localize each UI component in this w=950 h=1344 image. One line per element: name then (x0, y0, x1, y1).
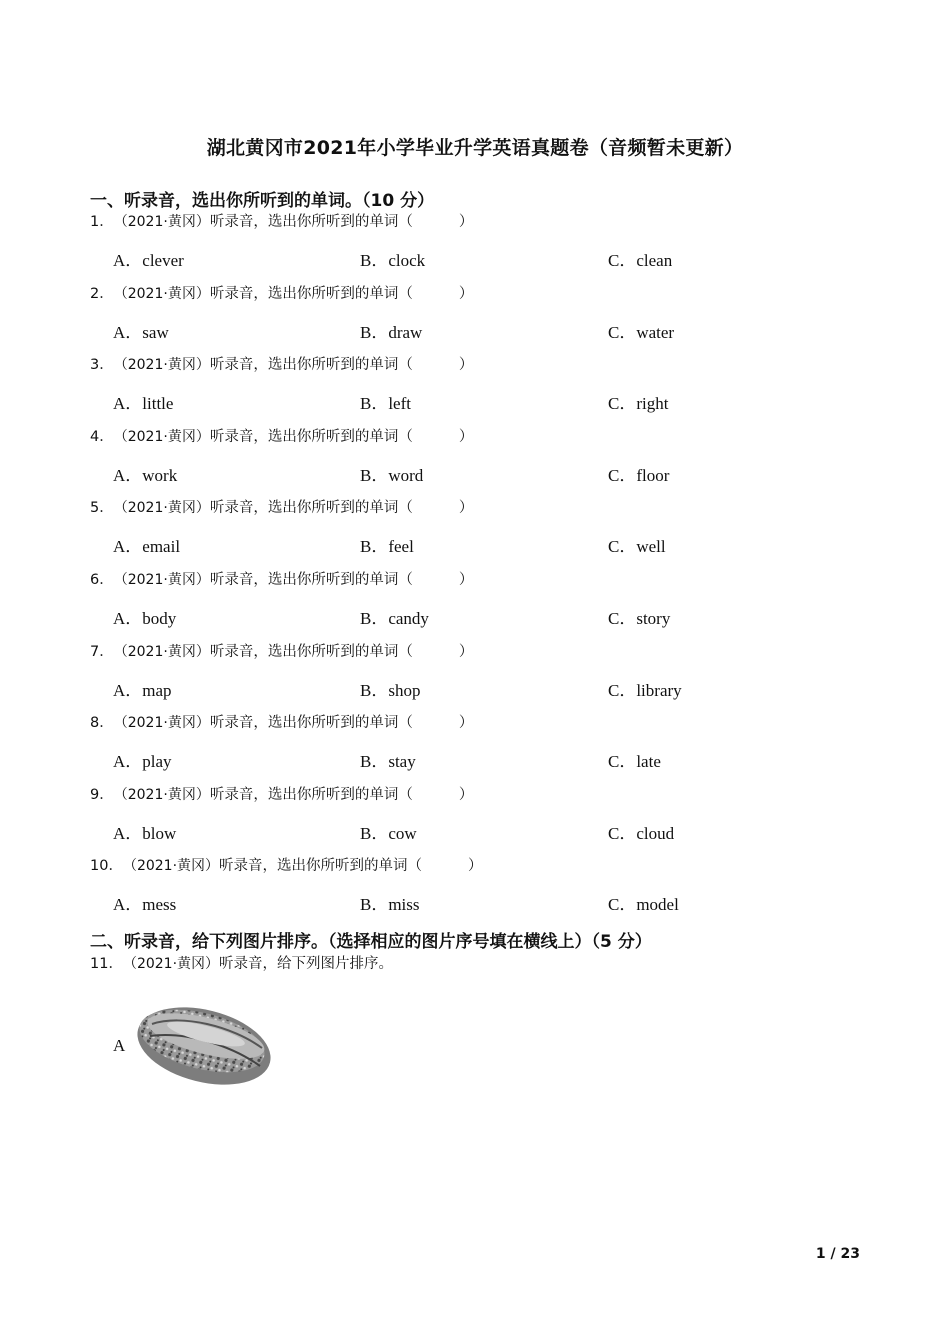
question-source: （2021·黄冈） (113, 572, 210, 588)
page-title: 湖北黄冈市2021年小学毕业升学英语真题卷（音频暂未更新） (206, 137, 744, 159)
question-text: 听录音，选出你所听到的单词（ (209, 428, 413, 445)
question-source: （2021·黄冈） (122, 858, 220, 875)
option-a[interactable]: A．little (113, 394, 174, 414)
question-text: 听录音，选出你所听到的单词（ (209, 214, 413, 230)
question-number: 2． (90, 285, 114, 302)
question-text: 听录音，选出你所听到的单词（ (209, 643, 413, 660)
question-text: 听录音，选出你所听到的单词（ (209, 572, 413, 588)
question-number: 7． (90, 643, 114, 660)
question-1 (90, 210, 473, 231)
question-number: 5． (90, 500, 114, 517)
question-4 (90, 425, 473, 446)
closing-paren: ） (458, 572, 474, 588)
question-2 (90, 282, 473, 303)
closing-paren: ） (458, 643, 474, 660)
question-text: 听录音，选出你所听到的单词（ (209, 500, 413, 517)
option-a[interactable]: A．play (113, 752, 172, 772)
question-source: （2021·黄冈） (113, 786, 210, 803)
question-source: （2021·黄冈） (113, 715, 210, 732)
question-source: （2021·黄冈） (113, 428, 210, 445)
question-source: （2021·黄冈） (113, 357, 210, 374)
question-text: 听录音，选出你所听到的单词（ (209, 357, 413, 374)
option-c[interactable]: C．model (608, 895, 679, 915)
question-8 (90, 711, 473, 732)
section-2-heading: 二、听录音，给下列图片排序。（选择相应的图片序号填在横线上）（5 分） (90, 932, 652, 952)
closing-paren: ） (458, 357, 474, 374)
question-7 (90, 640, 473, 661)
question-source: （2021·黄冈） (113, 500, 210, 517)
question-9 (90, 783, 473, 804)
option-c[interactable]: C．water (608, 322, 675, 342)
option-c[interactable]: C．well (608, 537, 666, 557)
option-a[interactable]: A．work (113, 465, 178, 485)
question-6 (90, 568, 473, 589)
option-b[interactable]: B．cow (360, 823, 417, 843)
option-b[interactable]: B．feel (360, 537, 414, 557)
sandwich-picture (132, 996, 277, 1091)
closing-paren: ） (458, 285, 474, 302)
option-c[interactable]: C．story (608, 609, 671, 628)
question-source: （2021·黄冈） (113, 643, 210, 660)
option-b[interactable]: B．candy (360, 609, 429, 628)
closing-paren: ） (458, 428, 474, 445)
option-a[interactable]: A．mess (113, 895, 177, 915)
question-text: 听录音，选出你所听到的单词（ (209, 786, 413, 803)
option-c[interactable]: C．right (608, 394, 669, 414)
picture-label: A (113, 1036, 126, 1055)
question-number: 9． (90, 786, 114, 803)
option-c[interactable]: C．cloud (608, 823, 675, 843)
question-number: 10． (90, 858, 123, 875)
option-b[interactable]: B．miss (360, 895, 420, 915)
question-text: 听录音，选出你所听到的单词（ (209, 285, 413, 302)
option-a[interactable]: A．saw (113, 322, 169, 342)
option-c[interactable]: C．floor (608, 465, 670, 485)
closing-paren: ） (458, 500, 474, 517)
closing-paren: ） (458, 214, 474, 230)
option-b[interactable]: B．word (360, 465, 424, 485)
page-number: 1 / 23 (815, 1246, 860, 1262)
question-3 (90, 353, 473, 374)
option-c[interactable]: C．library (608, 680, 682, 700)
closing-paren: ） (458, 715, 474, 732)
question-text: 听录音，给下列图片排序。 (219, 956, 394, 972)
question-number: 4． (90, 428, 114, 445)
option-b[interactable]: B．shop (360, 680, 421, 700)
option-a[interactable]: A．clever (113, 251, 184, 270)
question-text: 听录音，选出你所听到的单词（ (209, 715, 413, 732)
section-1-heading: 一、听录音，选出你所听到的单词。（10 分） (90, 191, 435, 211)
option-a[interactable]: A．email (113, 537, 181, 557)
option-b[interactable]: B．stay (360, 752, 416, 772)
option-a[interactable]: A．blow (113, 823, 177, 843)
question-number: 6． (90, 572, 114, 588)
question-11 (90, 952, 393, 973)
option-a[interactable]: A．body (113, 609, 177, 628)
question-text: 听录音，选出你所听到的单词（ (219, 858, 423, 875)
closing-paren: ） (458, 786, 474, 803)
question-source: （2021·黄冈） (113, 214, 210, 230)
option-a[interactable]: A．map (113, 680, 172, 700)
question-10 (90, 854, 483, 875)
question-number: 11． (90, 956, 123, 972)
option-b[interactable]: B．clock (360, 251, 426, 270)
question-number: 8． (90, 715, 114, 732)
option-b[interactable]: B．left (360, 394, 411, 414)
question-source: （2021·黄冈） (113, 285, 210, 302)
option-c[interactable]: C．clean (608, 251, 673, 270)
question-number: 3． (90, 357, 114, 374)
question-5 (90, 496, 473, 517)
option-b[interactable]: B．draw (360, 322, 423, 342)
option-c[interactable]: C．late (608, 752, 661, 772)
question-source: （2021·黄冈） (122, 956, 220, 972)
question-number: 1． (90, 214, 114, 230)
closing-paren: ） (468, 858, 483, 875)
